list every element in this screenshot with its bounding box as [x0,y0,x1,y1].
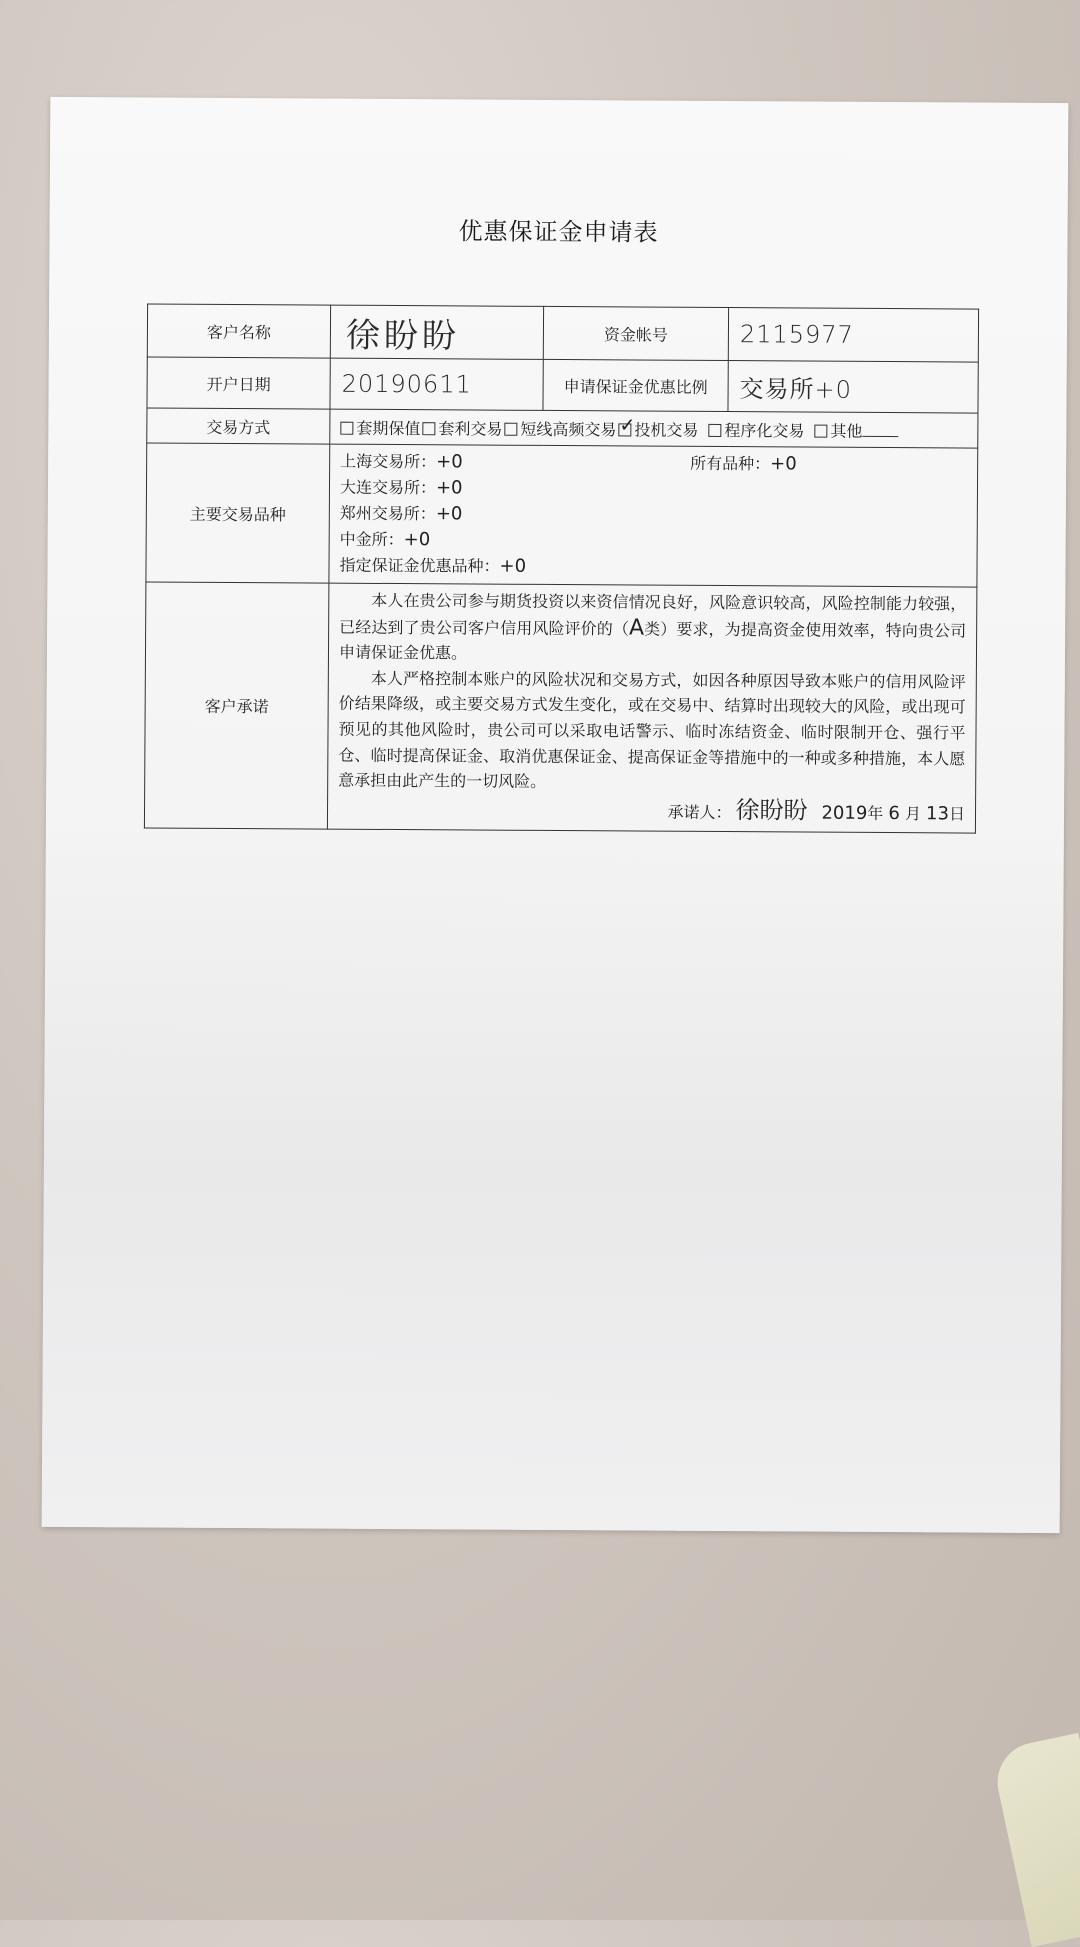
zhengzhou-value: +0 [435,503,463,525]
row-promise [144,582,976,833]
row-varieties [146,443,978,587]
application-form-table [144,303,979,833]
zhengzhou-label: 郑州交易所： [339,503,436,524]
form-title: 优惠保证金申请表 [458,217,659,247]
option-arbitrage-label: 套利交易 [438,418,503,439]
open-date-label: 开户日期 [147,357,330,409]
option-other-label: 其他 [830,421,863,441]
open-date-cell [330,358,543,410]
year-unit: 年 [867,803,884,823]
shanghai-line [340,449,967,479]
row-customer [147,304,978,362]
customer-name-label: 客户名称 [147,304,330,358]
trade-method-options [330,409,978,448]
checkbox-program [708,423,721,436]
checkbox-hft [504,422,517,435]
cffex-value: +0 [403,529,431,551]
checkbox-speculation [618,423,631,436]
promise-paragraph-1 [339,588,966,670]
account-label: 资金帐号 [543,306,728,360]
cffex-label: 中金所： [339,529,404,550]
cloth-background-fold [990,1733,1080,1947]
shanghai-value: +0 [436,451,463,473]
sign-month: 6 [888,802,900,824]
sign-day: 13 [926,803,950,825]
option-hft-label: 短线高频交易 [520,419,617,439]
promise-p1-part-b: 类）要求，为提高资金使用效率，特向贵公司申请保证金优惠。 [338,619,967,663]
cffex-line [340,527,967,557]
other-blank-line [862,435,898,436]
option-hedging [340,418,420,437]
paper-sheet [42,97,1069,1533]
dalian-value: +0 [435,477,463,499]
promise-p1-part-a: 本人在贵公司参与期货投资以来资信情况良好，风险意识较高，风险控制能力较强，已经达到了贵公司客户信用风险评价的（ [339,590,967,639]
customer-name-cell [330,305,543,359]
specified-label: 指定保证金优惠品种： [339,555,500,576]
row-trade-method [147,408,978,448]
ratio-cell [728,361,978,414]
checkbox-arbitrage [422,422,435,435]
checkbox-hedging [340,421,353,434]
day-unit: 日 [948,804,966,824]
account-cell [728,308,978,363]
checkbox-other [814,424,827,437]
shanghai-label: 上海交易所： [340,451,437,472]
promise-label: 客户承诺 [144,582,329,829]
option-hedging-label: 套期保值 [356,418,421,438]
customer-name-value: 徐盼盼 [345,315,461,356]
all-varieties-label: 所有品种： [690,453,771,474]
specified-value: +0 [499,555,527,577]
option-speculation-label: 投机交易 [634,419,699,440]
signer-label: 承诺人： [667,802,732,822]
signer-signature: 徐盼盼 [735,795,808,825]
dalian-line [340,475,967,505]
ratio-label: 申请保证金优惠比例 [543,359,728,411]
open-date-value: 20190611 [341,369,472,399]
risk-grade-value: A [628,615,645,641]
ratio-value: 交易所+0 [739,374,853,404]
specified-line [339,553,966,583]
signature-line [338,795,965,826]
account-value: 2115977 [739,320,854,349]
varieties-cell [329,444,978,587]
sign-year: 2019 [821,802,868,824]
all-varieties-value: +0 [770,453,797,475]
row-open-date [147,357,978,413]
trade-method-label: 交易方式 [147,408,330,444]
varieties-label: 主要交易品种 [146,443,330,583]
promise-paragraph-2: 本人严格控制本账户的风险状况和交易方式，如因各种原因导致本账户的信用风险评价结果降级，或主要交易方式发生变化，或在交易中、结算时出现较大的风险，或出现可预见的其他风险时，贵公司可以采取电话警示、临时冻结资金、临时限制开仓、强行平仓、临时提高保证金、取消优惠保证金、提高保证金等措施中的一种或多种措施，本人愿意承担由此产生的一切风险。 [338,668,966,792]
month-unit: 月 [904,803,922,823]
zhengzhou-line [340,501,967,531]
promise-cell [327,583,976,833]
dalian-label: 大连交易所： [339,477,437,498]
option-program-label: 程序化交易 [724,420,805,441]
all-varieties [690,451,797,478]
